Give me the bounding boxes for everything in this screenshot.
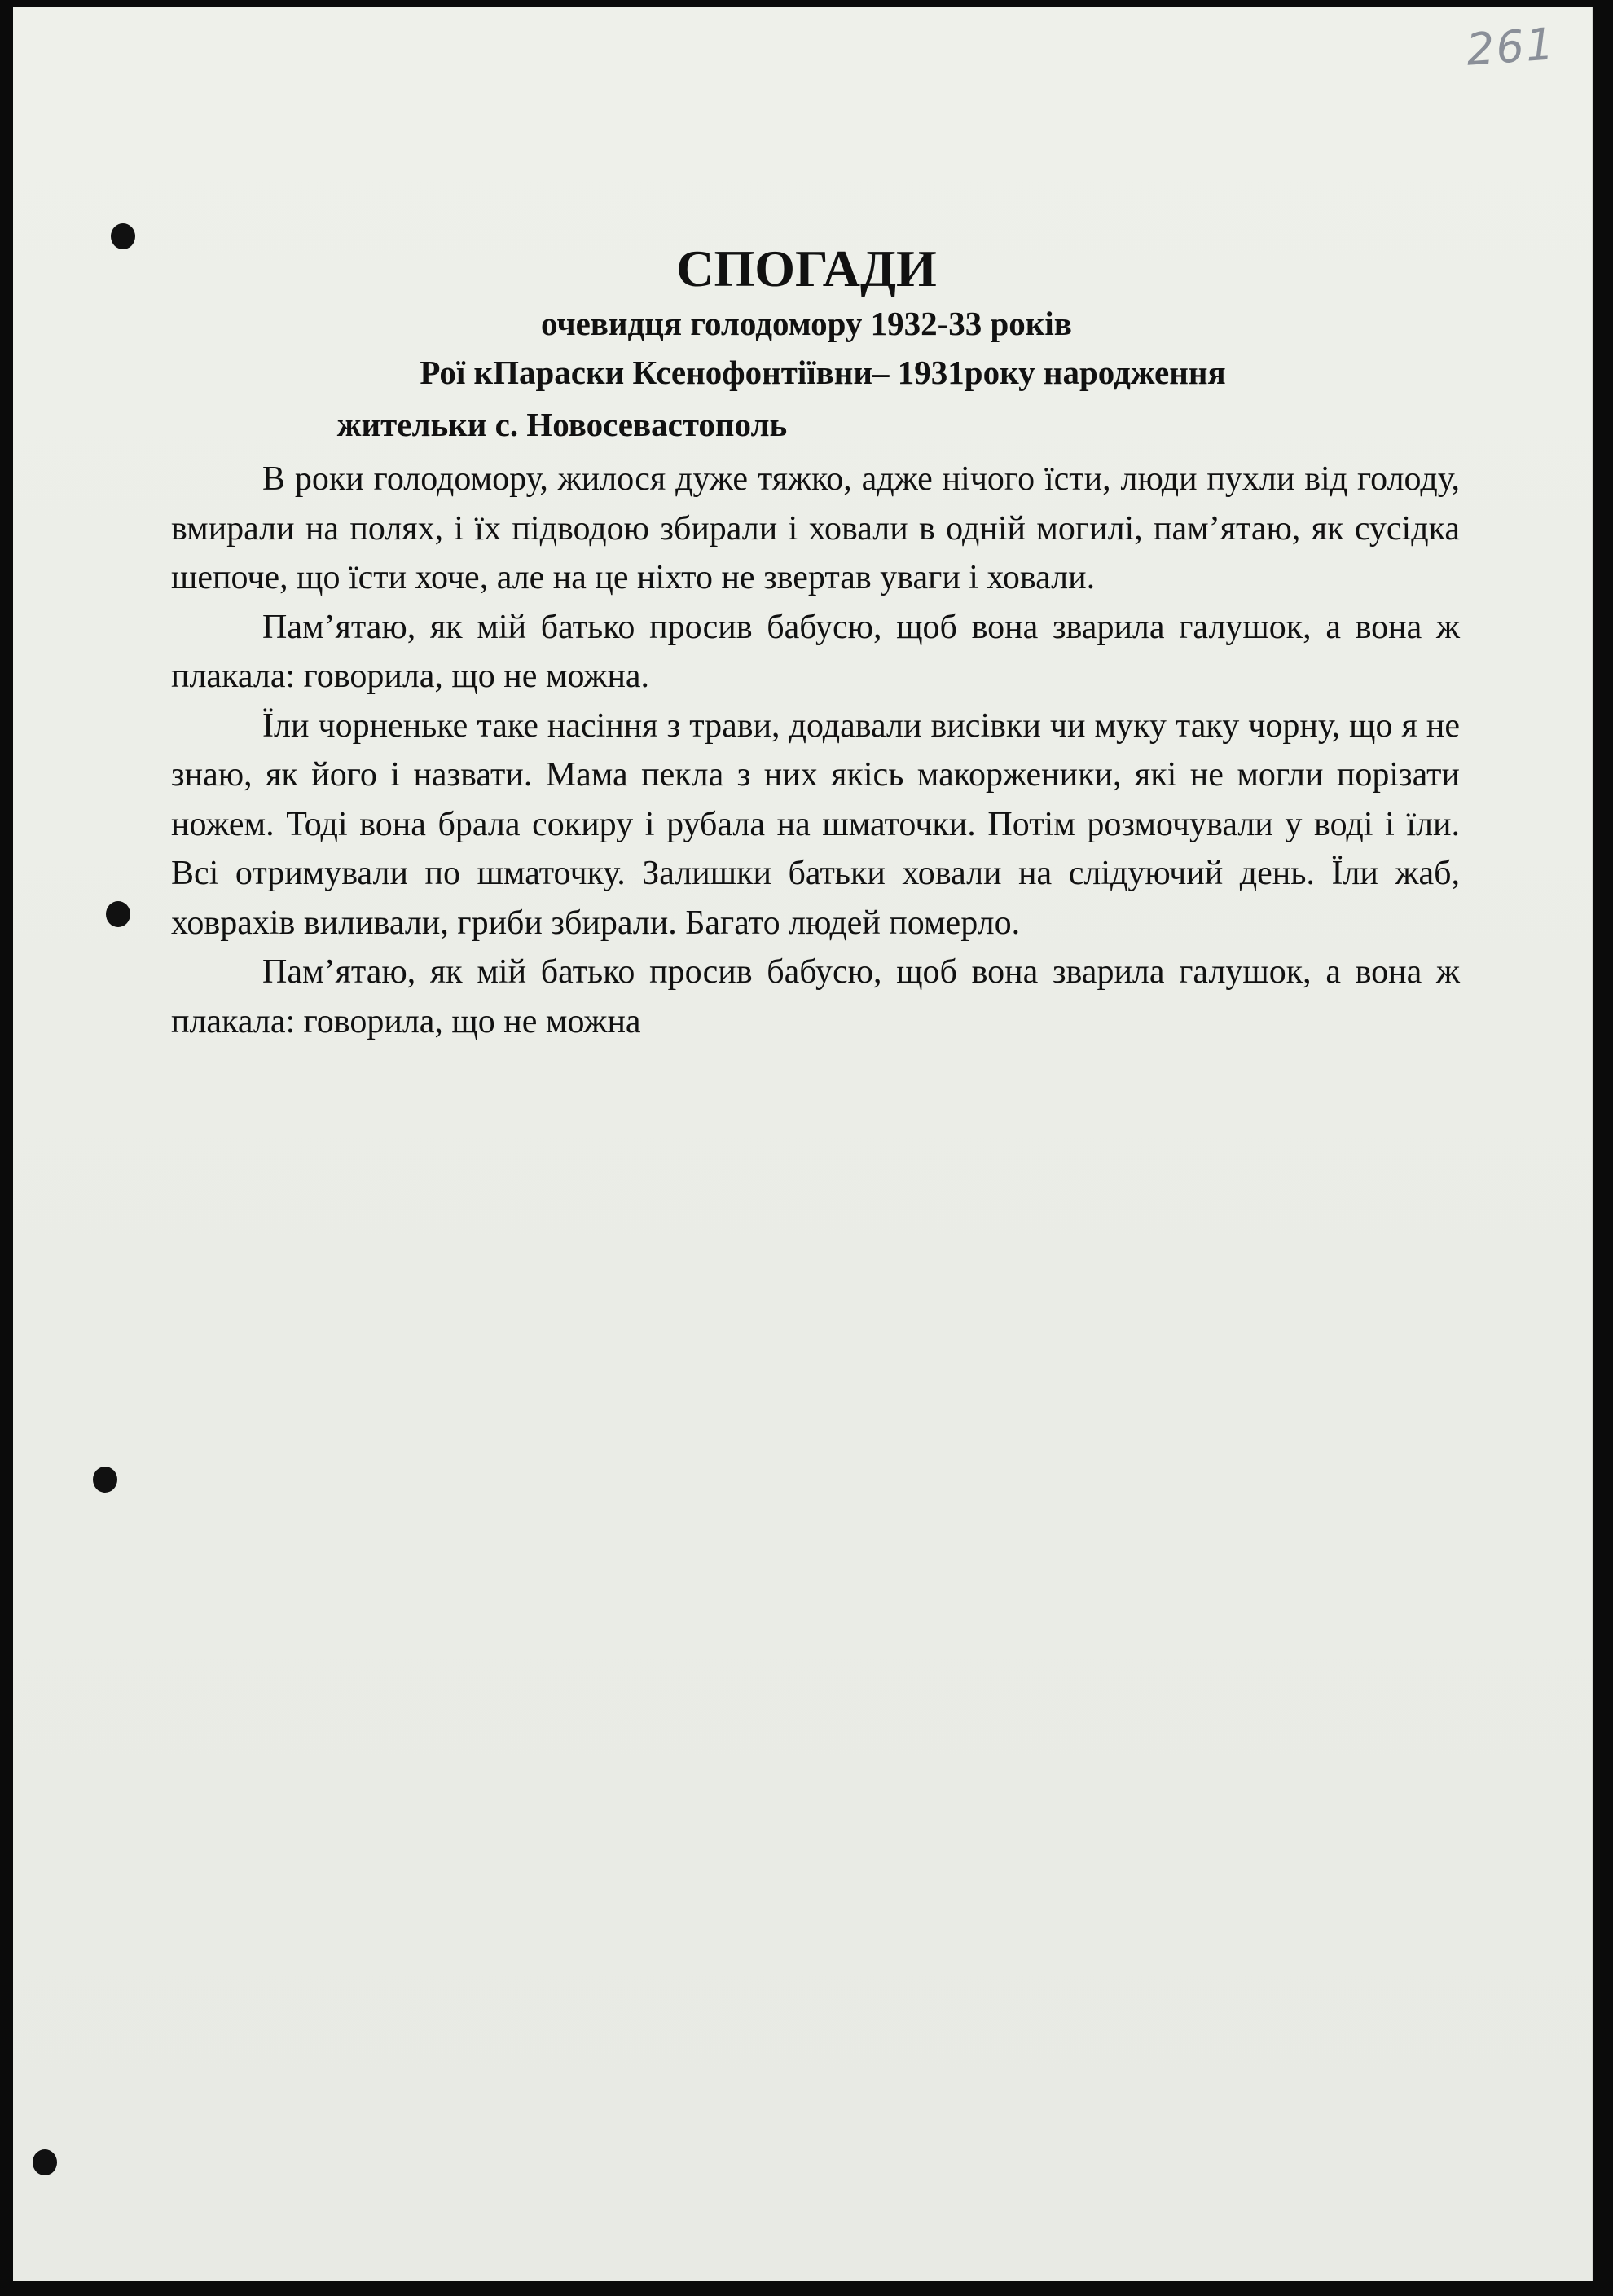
paragraph: Пам’ятаю, як мій батько просив бабусю, щоб вона зварила галушок, а вона ж плакала: говорила, що не можна xyxy=(171,953,1460,1040)
memoir-body xyxy=(171,455,1460,1046)
subtitle-line: очевидця голодомору 1932-33 років xyxy=(541,305,1072,342)
paragraph: Пам’ятаю, як мій батько просив бабусю, щоб вона зварила галушок, а вона ж плакала: говорила, що не можна. xyxy=(171,608,1460,695)
paragraph: Їли чорненьке таке насіння з трави, додавали висівки чи муку таку чорну, що я не знаю, як його і назвати. Мама пекла з них якісь макорженики, які не могли порізати ножем. Тоді вона брала сокиру і рубала на шматочки. Потім розмочували у воді і їли. Всі отримували по шматочку. Залишки батьки ховали на слідуючий день. Їли жаб, ховрахів виливали, гриби збирали. Багато людей померло. xyxy=(171,706,1460,942)
paragraph: В роки голодомору, жилося дуже тяжко, адже нічого їсти, люди пухли від голоду, вмирали на полях, і їх підводою збирали і ховали в одній могилі, пам’ятаю, як сусідка шепоче, що їсти хоче, але на це ніхто не звертав уваги і ховали. xyxy=(171,460,1460,596)
subtitle-line: Рої кПараски Ксенофонтіївни– 1931року народження xyxy=(420,354,1226,391)
handwritten-page-number: 261 xyxy=(1464,18,1558,76)
subtitle-line: жительки с. Новосевастополь xyxy=(336,406,788,443)
punch-hole xyxy=(106,901,130,927)
paper-sheet xyxy=(13,7,1593,2281)
document-title: СПОГАДИ xyxy=(676,240,937,297)
punch-hole xyxy=(93,1467,117,1493)
punch-hole xyxy=(33,2149,57,2175)
